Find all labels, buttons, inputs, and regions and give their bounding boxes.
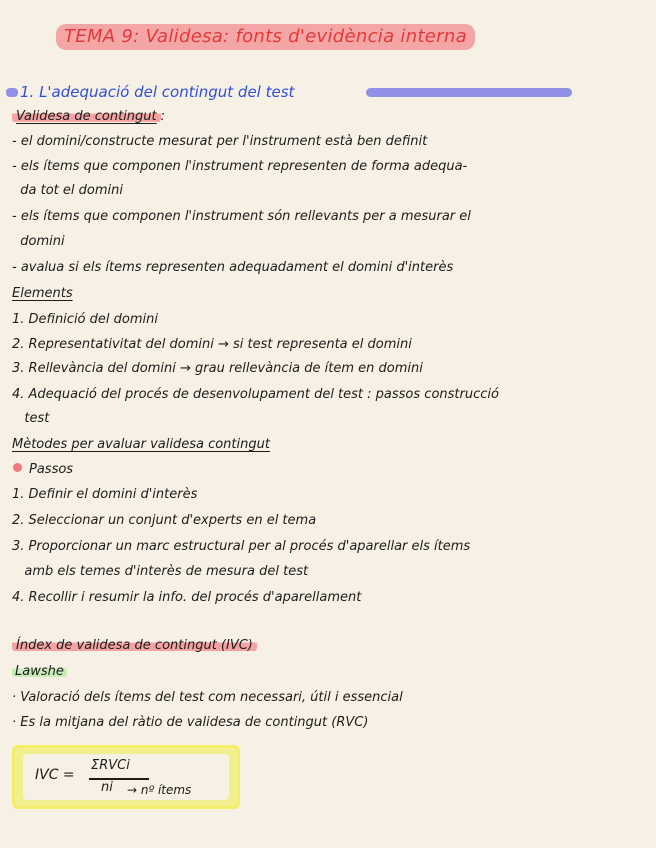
element-item: 2. Representativitat del domini → si test representa el domini — [12, 337, 412, 352]
steps-label-line — [12, 459, 73, 481]
ivc-bullet: · Es la mitjana del ràtio de validesa de contingut (RVC) — [12, 715, 369, 730]
element-item: 1. Definició del domini — [12, 312, 158, 327]
formula-numerator: ΣRVCi — [91, 758, 130, 773]
formula-lhs: IVC = — [35, 767, 75, 783]
element-item-continued: test — [12, 411, 50, 426]
blue-highlight-bar-right — [366, 88, 572, 97]
content-validity-bullet-continued: da tot el domini — [12, 183, 123, 198]
content-validity-heading: Validesa de contingut — [12, 109, 161, 124]
content-validity-bullet: - els ítems que componen l'instrument representen de forma adequa- — [12, 159, 468, 174]
steps-label: Passos — [29, 462, 74, 477]
fraction-bar — [89, 778, 149, 780]
lawshe-author: Lawshe — [12, 664, 67, 679]
method-step: 3. Proporcionar un marc estructural per al procés d'aparellar els ítems — [12, 539, 471, 554]
section-1-title: 1. L'adequació del contingut del test — [20, 83, 295, 101]
methods-heading: Mètodes per avaluar validesa contingut — [12, 437, 270, 452]
element-item: 4. Adequació del procés de desenvolupament del test : passos construcció — [12, 387, 499, 402]
content-validity-bullet: - el domini/constructe mesurat per l'instrument està ben definit — [12, 134, 428, 149]
lawshe-line — [12, 661, 67, 683]
formula-arrow-note: → nº ítems — [127, 783, 192, 797]
ivc-heading: Índex de validesa de contingut (IVC) — [12, 638, 257, 653]
method-step-continued: amb els temes d'interès de mesura del test — [12, 564, 309, 579]
method-step: 4. Recollir i resumir la info. del procés d'aparellament — [12, 590, 362, 605]
ivc-heading-line — [12, 635, 257, 657]
content-validity-bullet-continued: domini — [12, 234, 65, 249]
element-item: 3. Rellevància del domini → grau rellevància de ítem en domini — [12, 361, 423, 376]
content-validity-bullet: - avalua si els ítems representen adequadament el domini d'interès — [12, 260, 454, 275]
red-bullet-dot — [13, 463, 22, 472]
ivc-formula-box — [12, 745, 240, 809]
formula-denominator: ni — [101, 780, 113, 795]
content-validity-heading-line — [12, 106, 165, 128]
blue-highlight-bar-left — [6, 88, 18, 97]
ivc-bullet: · Valoració dels ítems del test com necessari, útil i essencial — [12, 690, 403, 705]
method-step: 1. Definir el domini d'interès — [12, 487, 198, 502]
page-title-text: TEMA 9: Validesa: fonts d'evidència interna — [56, 24, 475, 50]
content-validity-bullet: - els ítems que componen l'instrument són rellevants per a mesurar el — [12, 209, 471, 224]
elements-heading: Elements — [12, 286, 73, 301]
method-step: 2. Seleccionar un conjunt d'experts en el tema — [12, 513, 317, 528]
content-validity-colon: : — [160, 109, 166, 124]
page-title — [56, 22, 556, 52]
section-1-heading — [6, 80, 576, 104]
ivc-formula — [23, 754, 229, 800]
